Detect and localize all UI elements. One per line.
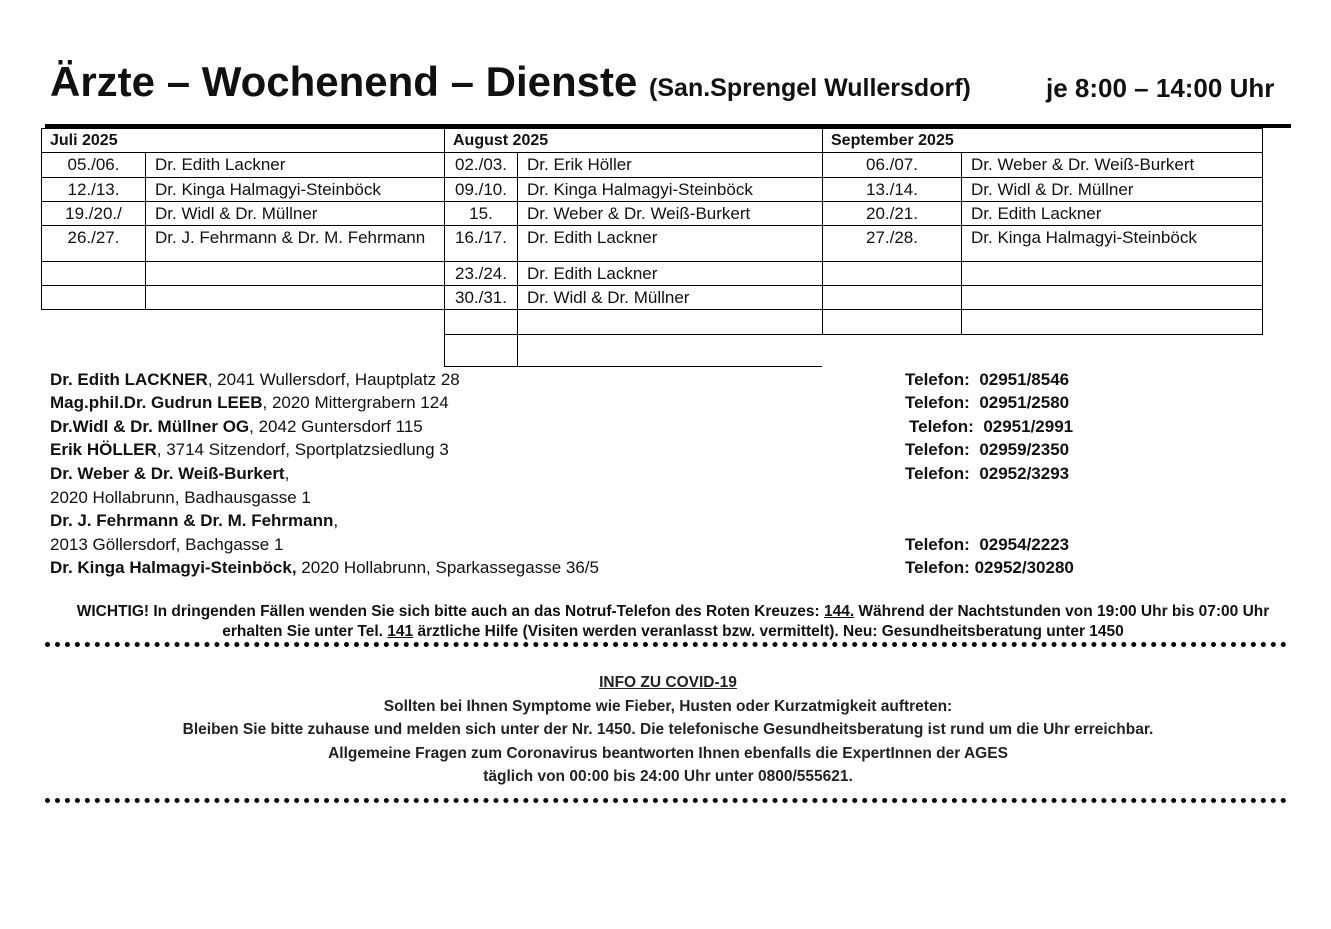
september-date-1: 06./07.	[822, 152, 961, 177]
august-doctor-4: Dr. Edith Lackner	[517, 225, 822, 261]
contact-address: , 2042 Guntersdorf 115	[249, 417, 423, 436]
july-date-5	[41, 261, 145, 285]
contact-address: 2013 Göllersdorf, Bachgasse 1	[50, 535, 284, 554]
july-doctor-5	[145, 261, 444, 285]
september-header: September 2025	[822, 128, 1263, 152]
july-header: Juli 2025	[41, 128, 444, 152]
september-doctor-2: Dr. Widl & Dr. Müllner	[961, 177, 1263, 201]
july-date-6	[41, 285, 145, 310]
contact-phone-3	[909, 416, 1073, 438]
covid-line-4: täglich von 00:00 bis 24:00 Uhr unter 0800/555621.	[483, 768, 853, 785]
phone-number: 02954/2223	[979, 535, 1070, 554]
august-doctor-3: Dr. Weber & Dr. Weiß-Burkert	[517, 201, 822, 225]
phone-label: Telefon:	[905, 440, 970, 459]
contact-name: Dr. Kinga Halmagyi-Steinböck,	[50, 558, 297, 577]
september-date-7	[822, 309, 961, 335]
covid-line-3: Allgemeine Fragen zum Coronavirus beantworten Ihnen ebenfalls die ExpertInnen der AGES	[328, 744, 1008, 762]
contact-phone-4	[905, 439, 1069, 461]
contact-phone-1	[905, 369, 1069, 391]
september-doctor-5	[961, 261, 1263, 285]
phone-label: Telefon:	[905, 370, 970, 389]
july-doctor-6	[145, 285, 444, 310]
august-doctor-2: Dr. Kinga Halmagyi-Steinböck	[517, 177, 822, 201]
july-date-1: 05./06.	[41, 152, 145, 177]
july-doctor-2: Dr. Kinga Halmagyi-Steinböck	[145, 177, 444, 201]
september-doctor-6	[961, 285, 1263, 309]
july-doctor-1: Dr. Edith Lackner	[145, 152, 444, 177]
august-date-4: 16./17.	[444, 225, 517, 261]
contact-address: , 2020 Mittergrabern 124	[262, 393, 449, 412]
contact-name: Dr. Edith LACKNER	[50, 370, 208, 389]
notice-text-3: ärztliche Hilfe (Visiten werden veranlasst bzw. vermittelt). Neu: Gesundheitsberatung unter 1450	[413, 623, 1124, 640]
contact-4	[50, 439, 449, 461]
contact-9	[50, 557, 599, 579]
august-doctor-5: Dr. Edith Lackner	[517, 261, 822, 285]
august-doctor-7	[517, 309, 822, 334]
contact-address: , 2041 Wullersdorf, Hauptplatz 28	[207, 370, 460, 389]
contact-phone-8	[905, 534, 1069, 556]
contact-3	[50, 416, 423, 438]
contact-address: , 3714 Sitzendorf, Sportplatzsiedlung 3	[156, 440, 449, 459]
august-date-8	[444, 334, 517, 367]
night-service-number: 141	[387, 623, 414, 640]
july-doctor-4: Dr. J. Fehrmann & Dr. M. Fehrmann	[145, 225, 444, 261]
notice-text-1: WICHTIG! In dringenden Fällen wenden Sie sich bitte auch an das Notruf-Telefon des Roten Kreuzes:	[76, 603, 824, 620]
september-date-2: 13./14.	[822, 177, 961, 201]
july-date-2: 12./13.	[41, 177, 145, 201]
contact-name: Erik HÖLLER	[50, 440, 157, 459]
august-date-3: 15.	[444, 201, 517, 225]
phone-number: 02952/30280	[974, 558, 1074, 577]
september-date-6	[822, 285, 961, 309]
september-doctor-1: Dr. Weber & Dr. Weiß-Burkert	[961, 152, 1263, 177]
august-header: August 2025	[444, 128, 822, 152]
contact-5	[50, 463, 289, 485]
contact-name: Dr. J. Fehrmann & Dr. M. Fehrmann	[50, 511, 334, 530]
september-doctor-7	[961, 309, 1263, 335]
phone-label: Telefon:	[905, 535, 970, 554]
september-doctor-4: Dr. Kinga Halmagyi-Steinböck	[961, 225, 1263, 261]
covid-line-2: Bleiben Sie bitte zuhause und melden sich unter der Nr. 1450. Die telefonische Gesundheitsberatung ist rund um die Uhr erreichbar.	[182, 721, 1154, 738]
july-doctor-3: Dr. Widl & Dr. Müllner	[145, 201, 444, 225]
contact-name: Dr. Weber & Dr. Weiß-Burkert	[50, 464, 285, 483]
dotted-divider-top	[45, 642, 1287, 647]
august-date-6: 30./31.	[444, 285, 517, 309]
august-doctor-1: Dr. Erik Höller	[517, 152, 822, 177]
july-date-4: 26./27.	[41, 225, 145, 261]
september-date-5	[822, 261, 961, 285]
title-main: Ärzte – Wochenend – Dienste	[50, 58, 638, 105]
contact-name: Mag.phil.Dr. Gudrun LEEB	[50, 393, 263, 412]
contact-1	[50, 369, 460, 391]
phone-number: 02951/2580	[979, 393, 1070, 412]
contact-2	[50, 392, 449, 414]
august-date-1: 02./03.	[444, 152, 517, 177]
phone-number: 02959/2350	[979, 440, 1070, 459]
notice-text-2: Während der Nachtstunden von 19:00 Uhr bis 07:00 Uhr erhalten Sie unter Tel.	[222, 603, 1270, 640]
phone-number: 02952/3293	[979, 464, 1070, 483]
august-date-2: 09./10.	[444, 177, 517, 201]
phone-number: 02951/2991	[983, 417, 1074, 436]
phone-label: Telefon:	[905, 558, 970, 577]
contact-8	[50, 534, 283, 556]
contact-phone-2	[905, 392, 1069, 414]
title-subtitle: (San.Sprengel Wullersdorf)	[649, 74, 971, 102]
contact-6	[50, 487, 311, 509]
september-doctor-3: Dr. Edith Lackner	[961, 201, 1263, 225]
page-title	[50, 58, 971, 106]
emergency-notice	[50, 602, 1296, 642]
july-date-3: 19./20./	[41, 201, 145, 225]
august-date-5: 23./24.	[444, 261, 517, 285]
contact-address: ,	[333, 511, 339, 530]
september-date-4: 27./28.	[822, 225, 961, 261]
contact-phone-5	[905, 463, 1069, 485]
september-date-3: 20./21.	[822, 201, 961, 225]
service-hours: je 8:00 – 14:00 Uhr	[1046, 73, 1275, 103]
contact-7	[50, 510, 338, 532]
contact-address: ,	[284, 464, 290, 483]
red-cross-number: 144.	[823, 603, 855, 620]
covid-info	[50, 671, 1286, 789]
phone-label: Telefon:	[905, 393, 970, 412]
contact-address: 2020 Hollabrunn, Badhausgasse 1	[50, 488, 311, 507]
august-doctor-6: Dr. Widl & Dr. Müllner	[517, 285, 822, 309]
contact-phone-9	[905, 557, 1074, 579]
august-doctor-8	[517, 334, 822, 367]
phone-label: Telefon:	[905, 464, 970, 483]
contact-address: 2020 Hollabrunn, Sparkassegasse 36/5	[296, 558, 599, 577]
contact-name: Dr.Widl & Dr. Müllner OG	[50, 417, 250, 436]
phone-number: 02951/8546	[979, 370, 1070, 389]
dotted-divider-bottom	[45, 798, 1287, 803]
covid-line-1: Sollten bei Ihnen Symptome wie Fieber, Husten oder Kurzatmigkeit auftreten:	[383, 697, 953, 715]
covid-title: INFO ZU COVID-19	[599, 674, 737, 691]
phone-label: Telefon:	[909, 417, 974, 436]
august-date-7	[444, 309, 517, 334]
